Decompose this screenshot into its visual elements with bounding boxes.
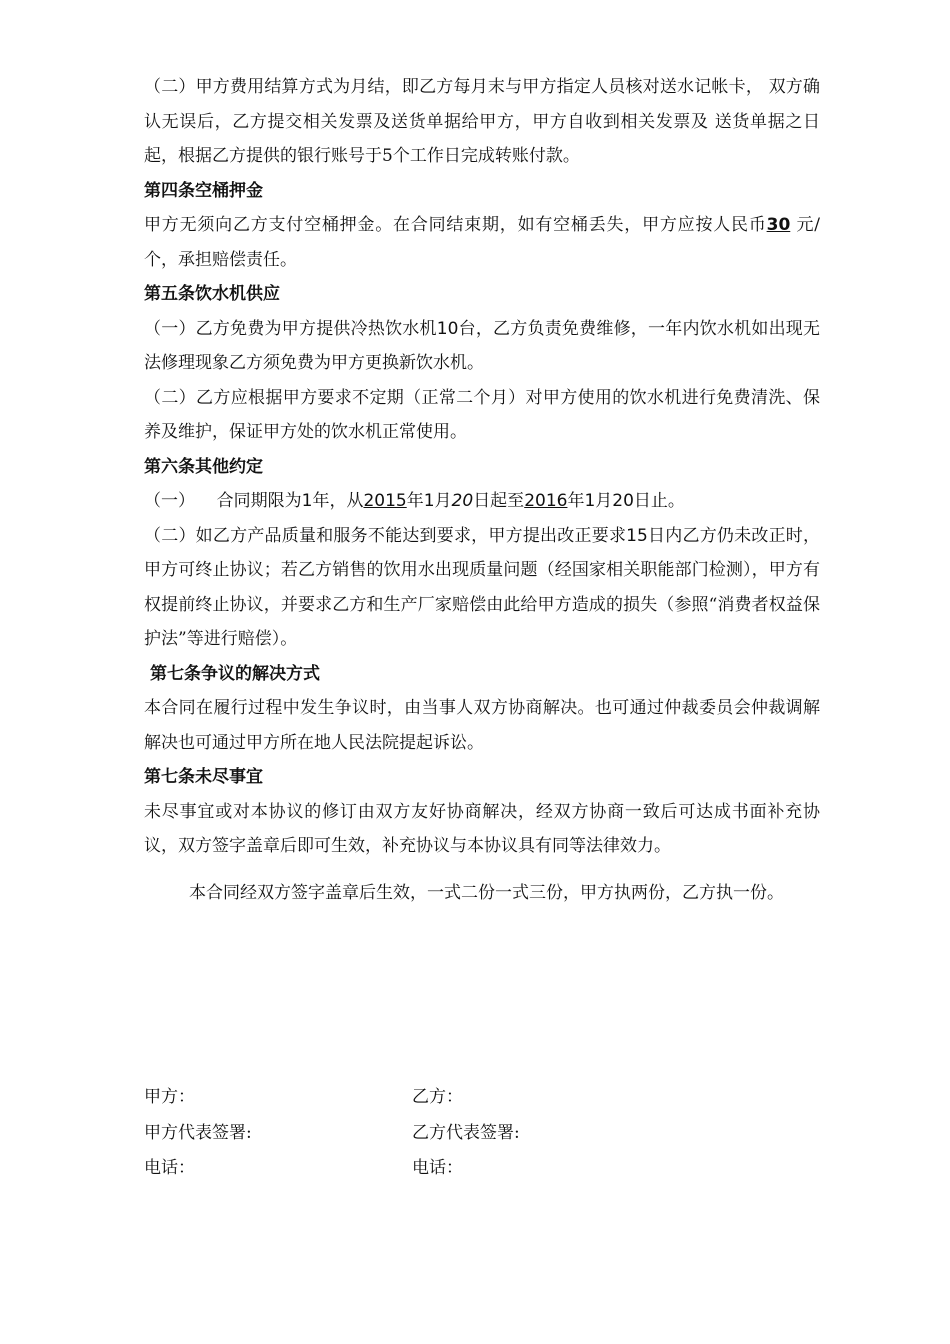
start-month-label: 月 <box>434 491 452 511</box>
end-year: 2016 <box>524 491 568 511</box>
article-6-item-2 <box>144 519 820 657</box>
article-6-item-2-a: （二）如乙方产品质量和服务不能达到要求，甲方提出改正要求 <box>144 525 627 546</box>
closing-paragraph: 本合同经双方签字盖章后生效，一式二份一式三份，甲方执两份，乙方执一份。 <box>189 882 784 903</box>
machine-count: 10 <box>436 318 459 339</box>
end-day-label: 日止。 <box>633 491 685 511</box>
article-7-dispute-text: 本合同在履行过程中发生争议时，由当事人双方协商解决。也可通过仲裁委员会仲裁调解解决也可通过甲方所在地人民法院提起诉讼。 <box>144 698 820 753</box>
article-4-text <box>144 208 820 277</box>
start-day: 20 <box>451 491 474 511</box>
article-5-item-1-a: （一）乙方免费为甲方提供冷热饮水机 <box>144 318 437 339</box>
start-year: 2015 <box>363 491 407 511</box>
article-7-misc-title: 第七条未尽事宜 <box>144 767 263 787</box>
contract-body <box>144 70 820 910</box>
start-month: 1 <box>423 491 435 511</box>
signature-block <box>144 1080 820 1187</box>
article-7-dispute-title: 第七条争议的解决方式 <box>150 663 320 684</box>
rep-a-label: 甲方代表签署: <box>144 1122 252 1143</box>
signature-row-phone <box>144 1151 820 1187</box>
article-6-item-2-b: 日内乙方仍未改正时，甲方可终止协议；若乙方销售的饮用水出现质量问题（经国家相关职能部门检测），甲方有权提前终止协议，并要求乙方和生产厂家赔偿由此给甲方造成的损失（参照“消费者权益保护法”等进行赔偿）。 <box>144 525 821 649</box>
end-month-label: 月 <box>595 491 613 511</box>
term-from: 年，从 <box>312 491 364 511</box>
article-6-item-1 <box>144 484 820 519</box>
article-4-text-b: 元/个，承担赔偿责任。 <box>144 215 820 270</box>
rep-b-label: 乙方代表签署: <box>412 1122 520 1143</box>
article-4-text-a: 甲方无须向乙方支付空桶押金。在合同结束期，如有空桶丢失，甲方应按人民币 <box>144 215 767 235</box>
deposit-amount: 30 <box>766 215 791 235</box>
article-7-misc-text: 未尽事宜或对本协议的修订由双方友好协商解决，经双方协商一致后可达成书面补充协议，双方签字盖章后即可生效，补充协议与本协议具有同等法律效力。 <box>144 801 820 856</box>
clause-3-2: （二）甲方费用结算方式为月结，即乙方每月末与甲方指定人员核对送水记帐卡， 双方确认无误后，乙方提交相关发票及送货单据给甲方，甲方自收到相关发票及 送货单据之日起，根据乙方提供的银行账号于5个工作日完成转账付款。 <box>144 77 820 166</box>
article-5-item-1-b: 台，乙方负责免费维修，一年内饮水机如出现无法修理现象乙方须免费为甲方更换新饮水机。 <box>144 318 821 373</box>
end-day: 20 <box>612 491 634 511</box>
party-b-label: 乙方： <box>412 1087 463 1107</box>
signature-row-rep <box>144 1116 820 1152</box>
signature-row-party <box>144 1080 820 1116</box>
phone-a-label: 电话： <box>144 1158 195 1178</box>
article-5-item-2: （二）乙方应根据甲方要求不定期（正常二个月）对甲方使用的饮水机进行免费清洗、保养及维护，保证甲方处的饮水机正常使用。 <box>144 387 820 442</box>
term-prefix: （一） 合同期限为 <box>144 491 302 511</box>
phone-b-label: 电话： <box>412 1158 463 1178</box>
party-a-label: 甲方： <box>144 1087 195 1107</box>
start-day-label: 日起至 <box>473 491 525 511</box>
start-year-label: 年 <box>406 491 424 511</box>
end-year-label: 年 <box>567 491 585 511</box>
term-years: 1 <box>301 491 313 511</box>
article-5-item-1 <box>144 312 820 381</box>
end-month: 1 <box>584 491 596 511</box>
article-5-title: 第五条饮水机供应 <box>144 284 280 304</box>
article-6-title: 第六条其他约定 <box>144 456 263 477</box>
fix-days: 15 <box>626 525 648 546</box>
article-4-title: 第四条空桶押金 <box>144 180 263 201</box>
